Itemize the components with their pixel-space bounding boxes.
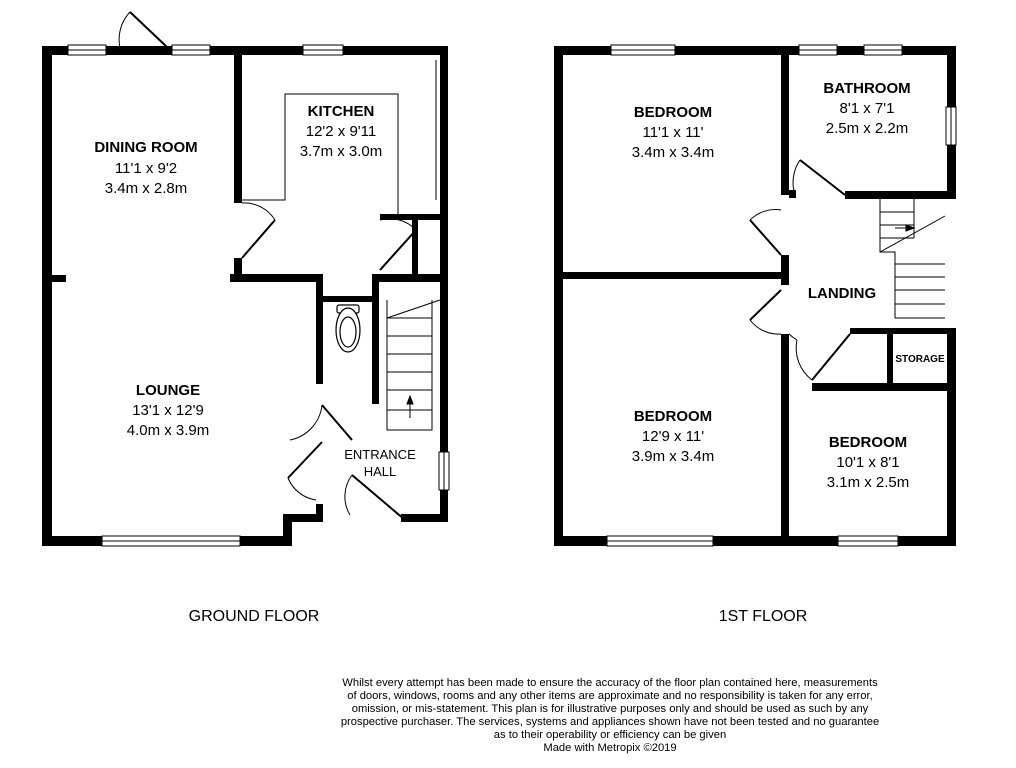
- dining-room-dim-metric: 3.4m x 2.8m: [104, 180, 188, 197]
- bathroom-dim-imperial: 8'1 x 7'1: [839, 100, 895, 117]
- bedroom-1-name: BEDROOM: [633, 104, 713, 121]
- bedroom-1-label-group: [632, 104, 715, 161]
- lounge-label-group: [127, 382, 210, 439]
- first-floor-doors: [750, 160, 850, 380]
- bathroom-label-group: [823, 80, 910, 137]
- kitchen-dim-metric: 3.7m x 3.0m: [299, 143, 383, 160]
- disclaimer-line: of doors, windows, rooms and any other items are approximate and no responsibility is taken for any error,: [347, 690, 873, 702]
- ground-floor-label: GROUND FLOOR: [188, 608, 320, 625]
- bedroom-2-name: BEDROOM: [633, 408, 713, 425]
- kitchen-name: KITCHEN: [307, 103, 375, 120]
- bathroom-dim-metric: 2.5m x 2.2m: [825, 120, 909, 137]
- bedroom-3-dim-imperial: 10'1 x 8'1: [836, 454, 900, 471]
- disclaimer-line: as to their operability or efficiency can be given: [493, 729, 727, 741]
- bedroom-2-dim-metric: 3.9m x 3.4m: [631, 448, 715, 465]
- disclaimer-line: prospective purchaser. The services, systems and appliances shown have not been tested and no guarantee: [340, 716, 880, 728]
- storage-name: STORAGE: [895, 354, 945, 365]
- storage-label-group: [895, 354, 945, 365]
- bedroom-1-dim-imperial: 11'1 x 11': [642, 124, 704, 141]
- disclaimer-line: Whilst every attempt has been made to ensure the accuracy of the floor plan contained here, measurements: [342, 677, 878, 689]
- entrance-hall-name-line1: ENTRANCE: [344, 447, 416, 462]
- copyright-line: Made with Metropix ©2019: [543, 742, 677, 754]
- dining-room-label-group: [94, 139, 197, 197]
- bedroom-3-name: BEDROOM: [828, 434, 908, 451]
- toilet-icon: [336, 305, 360, 352]
- disclaimer-line: omission, or mis-statement. This plan is for illustrative purposes only and should be used as such by any: [351, 703, 869, 715]
- disclaimer-text: [300, 677, 920, 755]
- kitchen-label-group: [300, 103, 383, 160]
- dining-room-name: DINING ROOM: [94, 139, 198, 156]
- landing-label-group: [808, 285, 876, 302]
- bedroom-2-dim-imperial: 12'9 x 11': [641, 428, 705, 445]
- lounge-dim-metric: 4.0m x 3.9m: [126, 422, 210, 439]
- bedroom-1-dim-metric: 3.4m x 3.4m: [631, 144, 715, 161]
- kitchen-dim-imperial: 12'2 x 9'11: [305, 123, 377, 140]
- lounge-name: LOUNGE: [135, 382, 201, 399]
- first-floor-stairs: [880, 199, 945, 318]
- dining-room-dim-imperial: 11'1 x 9'2: [114, 160, 178, 177]
- bedroom-2-label-group: [632, 408, 715, 465]
- ground-floor-doors: [119, 12, 436, 520]
- bathroom-name: BATHROOM: [823, 80, 911, 97]
- landing-name: LANDING: [807, 285, 877, 302]
- entrance-hall-name-line2: HALL: [363, 464, 397, 479]
- entrance-hall-label-group: [344, 447, 416, 479]
- lounge-dim-imperial: 13'1 x 12'9: [132, 402, 204, 419]
- bedroom-3-dim-metric: 3.1m x 2.5m: [826, 474, 910, 491]
- bedroom-3-label-group: [827, 434, 910, 491]
- first-floor-label: 1ST FLOOR: [718, 608, 808, 625]
- ground-floor-stairs: [387, 300, 440, 430]
